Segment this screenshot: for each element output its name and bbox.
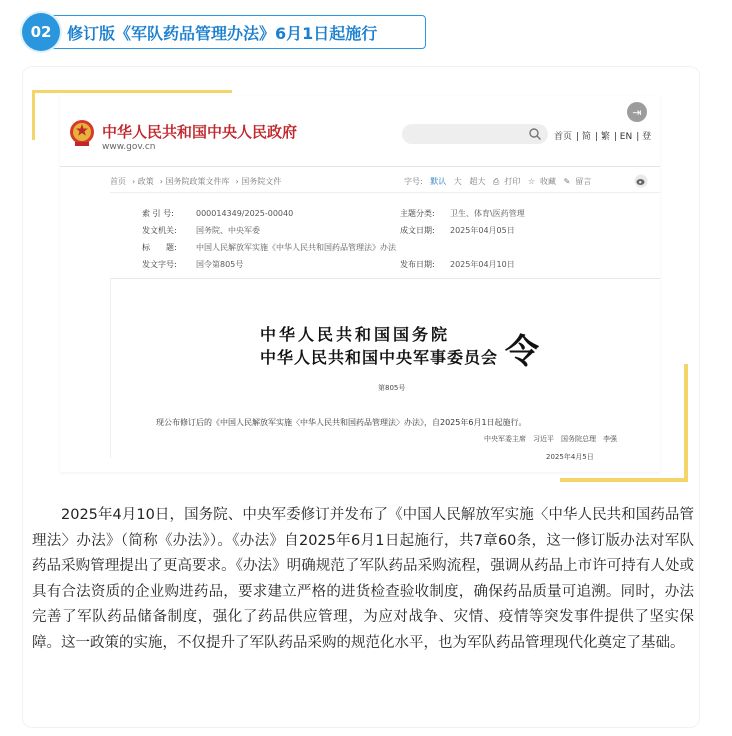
section-number-badge: 02 <box>22 13 60 51</box>
message-icon[interactable]: ✎ <box>563 177 571 186</box>
nav-home[interactable]: 首页 <box>554 132 573 142</box>
meta-docno: 发文字号: 国令第805号 <box>142 260 244 269</box>
order-issuer-state-council: 中华人民共和国国务院 <box>260 325 451 344</box>
message-button[interactable]: 留言 <box>575 177 592 186</box>
breadcrumb-item[interactable]: 首页 <box>110 177 126 186</box>
search-icon[interactable] <box>528 127 542 141</box>
top-nav: 首页 | 简 | 繁 | EN | 登 <box>554 132 652 142</box>
order-body-text: 现公布修订后的《中国人民解放军实施〈中华人民共和国药品管理法〉办法》，自2025年6月1日起施行。 <box>156 418 527 427</box>
divider <box>110 192 660 193</box>
meta-topic: 主题分类: 卫生、体育\医药管理 <box>400 209 525 218</box>
collect-icon[interactable]: ☆ <box>527 177 536 186</box>
nav-simplified[interactable]: 简 <box>581 132 591 142</box>
search-input[interactable] <box>402 124 548 144</box>
divider <box>60 166 660 167</box>
font-size-xlarge[interactable]: 超大 <box>469 177 486 186</box>
collect-button[interactable]: 收藏 <box>540 177 557 186</box>
divider <box>110 278 660 279</box>
print-icon[interactable]: ⎙ <box>492 177 500 186</box>
font-size-large[interactable]: 大 <box>453 177 462 186</box>
nav-english[interactable]: EN <box>619 132 633 142</box>
gov-site-name: 中华人民共和国中央人民政府 <box>102 123 298 141</box>
breadcrumb-item[interactable]: 国务院政策文件库 <box>165 177 230 186</box>
gov-page-screenshot <box>60 96 660 472</box>
order-ling-char: 令 <box>505 332 539 372</box>
order-issuer-cmc: 中华人民共和国中央军事委员会 <box>260 348 499 367</box>
order-date: 2025年4月5日 <box>546 453 594 461</box>
weibo-icon[interactable] <box>634 174 648 188</box>
meta-created: 成文日期: 2025年04月05日 <box>400 226 515 235</box>
order-number: 第805号 <box>378 384 406 392</box>
meta-issuer: 发文机关: 国务院、中央军委 <box>142 226 260 235</box>
national-emblem-icon <box>69 119 95 147</box>
gov-site-url: www.gov.cn <box>102 142 156 152</box>
breadcrumb-item[interactable]: 政策 <box>137 177 154 186</box>
nav-traditional[interactable]: 繁 <box>600 132 610 142</box>
meta-index: 索 引 号: 000014349/2025-00040 <box>142 209 294 218</box>
order-signatures: 中央军委主席 习近平 国务院总理 李强 <box>484 435 617 443</box>
breadcrumb-item[interactable]: 国务院文件 <box>241 177 282 186</box>
section-title: 修订版《军队药品管理办法》6月1日起施行 <box>67 23 378 43</box>
meta-published: 发布日期: 2025年04月10日 <box>400 260 515 269</box>
print-button[interactable]: 打印 <box>504 177 521 186</box>
divider <box>110 278 111 458</box>
font-size-label: 字号: <box>404 177 423 186</box>
meta-title: 标 题: 中国人民解放军实施《中华人民共和国药品管理法》办法 <box>142 243 396 252</box>
page-tools <box>404 176 596 187</box>
breadcrumb: 首页 › 政策 › 国务院政策文件库 › 国务院文件 <box>110 177 282 186</box>
section-title-box <box>48 15 426 49</box>
article-paragraph: 2025年4月10日，国务院、中央军委修订并发布了《中国人民解放军实施〈中华人民共和国药品管理法〉办法》（简称《办法》）。《办法》自2025年6月1日起施行，共7章60条，这一修订版办法对军队药品采购管理提出了更高要求。《办法》明确规范了军队药品采购流程，强调从药品上市许可持有人处或具有合法资质的企业购进药品，要求建立严格的进货检查验收制度，确保药品质量可追溯。同时，办法完善了军队药品储备制度，强化了药品供应管理，为应对战争、灾情、疫情等突发事件提供了坚实保障。这一政策的实施，不仅提升了军队药品采购的规范化水平，也为军队药品管理现代化奠定了基础。 <box>32 507 694 651</box>
nav-login[interactable]: 登 <box>642 132 652 142</box>
login-icon[interactable]: ⇥ <box>627 102 647 122</box>
font-size-default[interactable]: 默认 <box>430 177 447 186</box>
